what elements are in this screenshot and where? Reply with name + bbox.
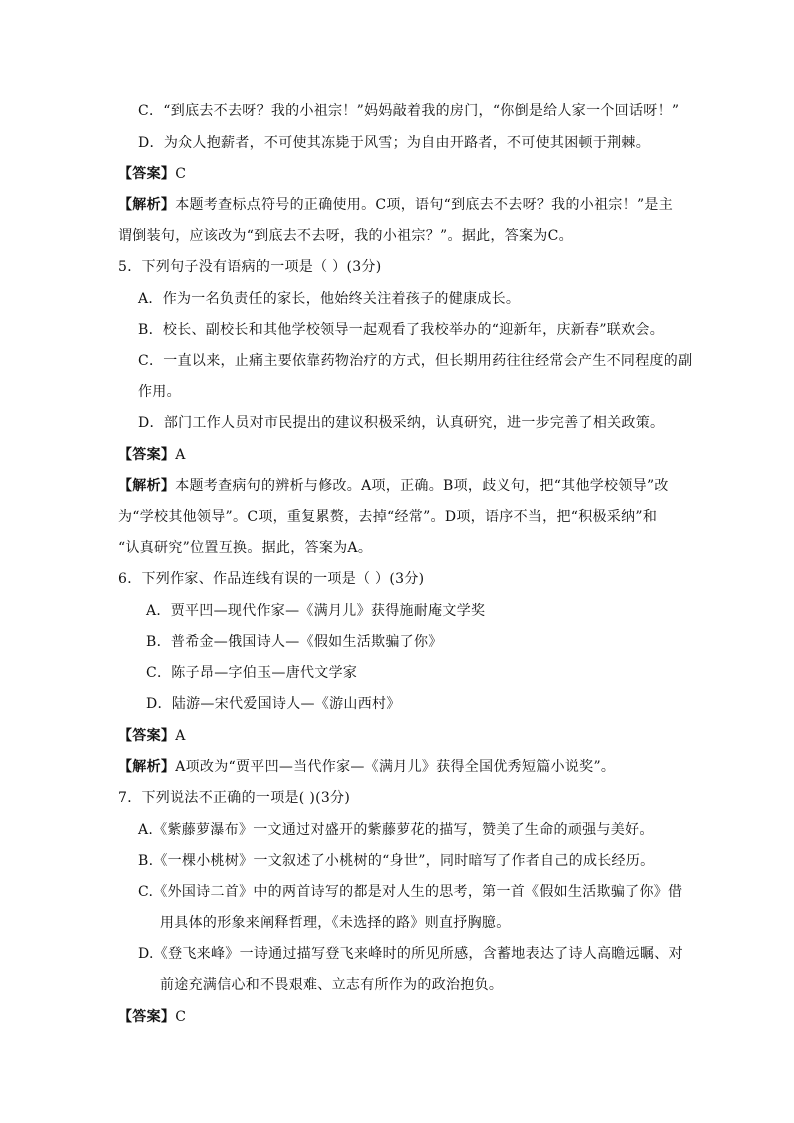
answer-value: C: [175, 1009, 187, 1025]
answer-value: A: [175, 447, 186, 463]
q7-option-a: A.《紫藤萝瀑布》一文通过对盛开的紫藤萝花的描写，赞美了生命的顽强与美好。: [138, 822, 654, 838]
answer-value: C: [175, 166, 187, 182]
q5-option-d: D．部门工作人员对市民提出的建议积极采纳，认真研究，进一步完善了相关政策。: [138, 415, 665, 431]
q5-option-c-line-2: 作用。: [138, 384, 181, 400]
q7-answer: [118, 1007, 186, 1027]
q5-analysis-line-1: [118, 476, 669, 496]
answer-label: 【答案】: [118, 166, 176, 182]
q7-option-b: B.《一棵小桃树》一文叙述了小桃树的“身世”，同时暗写了作者自己的成长经历。: [138, 853, 655, 869]
q5-analysis-line-2: 为“学校其他领导”。C项，重复累赘，去掉“经常”。D项，语序不当，把“积极采纳”和: [118, 509, 658, 525]
analysis-label: 【解析】: [118, 759, 176, 775]
q4-analysis-line-1: [118, 195, 673, 215]
q6-analysis: [118, 757, 615, 777]
q4-option-d: D．为众人抱薪者，不可使其冻毙于风雪；为自由开路者，不可使其困顿于荆棘。: [138, 135, 651, 151]
q5-option-a: A．作为一名负责任的家长，他始终关注着孩子的健康成长。: [138, 291, 521, 307]
q7-question: 7．下列说法不正确的一项是( )(3分): [118, 790, 351, 806]
analysis-text: 本题考查病句的辨析与修改。A项，正确。B项，歧义句，把“其他学校领导”改: [175, 478, 669, 494]
q5-option-c-line-1: C．一直以来，止痛主要依靠药物治疗的方式，但长期用药往往经常会产生不同程度的副: [138, 353, 693, 369]
q4-answer: [118, 164, 186, 184]
q6-option-d: D．陆游—宋代爱国诗人—《游山西村》: [146, 696, 401, 712]
q6-question: 6．下列作家、作品连线有误的一项是（ ）(3分): [118, 571, 425, 587]
answer-label: 【答案】: [118, 1009, 176, 1025]
analysis-text: A项改为“贾平凹—当代作家—《满月儿》获得全国优秀短篇小说奖”。: [175, 759, 616, 775]
q5-option-b: B．校长、副校长和其他学校领导一起观看了我校举办的“迎新年，庆新春”联欢会。: [138, 322, 664, 338]
q5-answer: [118, 445, 186, 465]
q6-answer: [118, 726, 186, 746]
q6-option-c: C．陈子昂—字伯玉—唐代文学家: [146, 665, 358, 681]
q4-option-c: C．“到底去不去呀？我的小祖宗！”妈妈敲着我的房门，“你倒是给人家一个回话呀！”: [138, 103, 680, 119]
q7-option-d-line-2: 前途充满信心和不畏艰难、立志有所作为的政治抱负。: [160, 977, 504, 993]
q5-analysis-line-3: “认真研究”位置互换。据此，答案为A。: [118, 540, 373, 556]
analysis-text: 本题考查标点符号的正确使用。C项，语句“到底去不去呀？我的小祖宗！”是主: [175, 197, 674, 213]
analysis-label: 【解析】: [118, 197, 176, 213]
answer-label: 【答案】: [118, 447, 176, 463]
q7-option-d-line-1: D.《登飞来峰》一诗通过描写登飞来峰时的所见所感，含蓄地表达了诗人高瞻远瞩、对: [138, 946, 683, 962]
answer-label: 【答案】: [118, 728, 176, 744]
q7-option-c-line-1: C.《外国诗二首》中的两首诗写的都是对人生的思考，第一首《假如生活欺骗了你》借: [138, 884, 683, 900]
q5-question: 5．下列句子没有语病的一项是（ ）(3分): [118, 259, 382, 275]
analysis-label: 【解析】: [118, 478, 176, 494]
q6-option-a: A．贾平凹—现代作家—《满月儿》获得施耐庵文学奖: [146, 603, 486, 619]
q6-option-b: B．普希金—俄国诗人—《假如生活欺骗了你》: [146, 634, 443, 650]
q7-option-c-line-2: 用具体的形象来阐释哲理，《未选择的路》则直抒胸臆。: [160, 915, 511, 931]
q4-analysis-line-2: 谓倒装句，应该改为“到底去不去呀，我的小祖宗？”。据此，答案为C。: [118, 228, 573, 244]
answer-value: A: [175, 728, 186, 744]
